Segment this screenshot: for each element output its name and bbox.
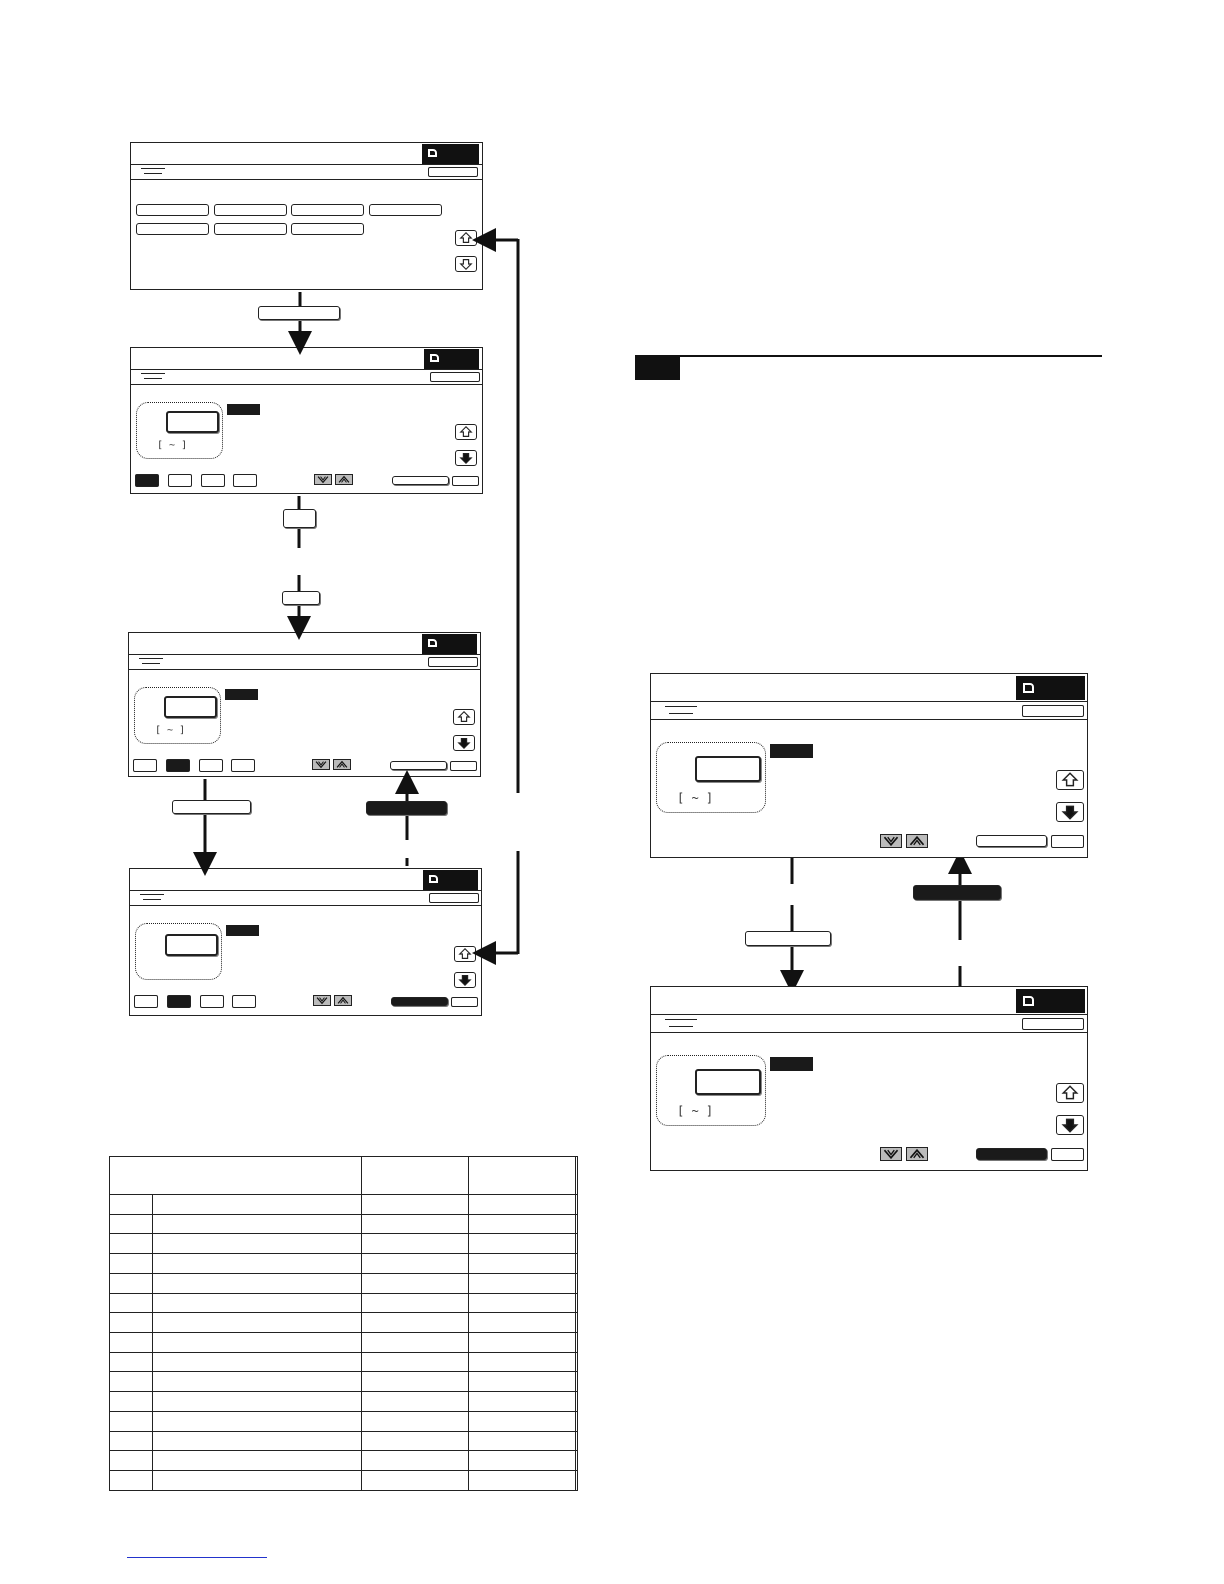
- table-row: [110, 1313, 578, 1333]
- table-header-cell: [110, 1157, 362, 1195]
- page-down-button[interactable]: [1056, 1115, 1084, 1135]
- table-row: [110, 1333, 578, 1353]
- table-row: [110, 1451, 578, 1471]
- execute-key-left[interactable]: [172, 800, 251, 814]
- table-header-cell: [362, 1157, 469, 1195]
- copy-icon: [1023, 683, 1034, 693]
- value-range: [ ~ ]: [157, 440, 188, 451]
- section-rule: [635, 355, 1102, 357]
- tab-icon[interactable]: [665, 1016, 697, 1032]
- increase-button[interactable]: [906, 1147, 928, 1161]
- select-key[interactable]: [258, 306, 340, 320]
- table-row: [110, 1273, 578, 1293]
- table-header-cell: [469, 1157, 576, 1195]
- data-table: [109, 1156, 578, 1491]
- table-row: [110, 1254, 578, 1274]
- ok-button[interactable]: [1051, 835, 1084, 848]
- table-row: [110, 1234, 578, 1254]
- back-button[interactable]: [1022, 705, 1084, 717]
- value-display[interactable]: [695, 1069, 761, 1095]
- table-header-cell: [576, 1157, 578, 1195]
- table-row: [110, 1214, 578, 1234]
- scroll-up-icon: [907, 835, 927, 847]
- scroll-down-icon: [881, 835, 901, 847]
- footer-link[interactable]: [127, 1557, 267, 1558]
- table-row: [110, 1372, 578, 1392]
- back-button[interactable]: [1022, 1018, 1084, 1030]
- table-row: [110, 1293, 578, 1313]
- table-row: [110, 1195, 578, 1215]
- increase-button[interactable]: [906, 834, 928, 848]
- down-arrow-icon: [1057, 1116, 1083, 1134]
- entry-screen-4: [650, 673, 1088, 858]
- value-range: [ ~ ]: [677, 1104, 714, 1118]
- set-button[interactable]: [976, 1148, 1047, 1160]
- mode-key-b[interactable]: [282, 591, 320, 605]
- page-down-button[interactable]: [1056, 802, 1084, 822]
- ok-button[interactable]: [1051, 1148, 1084, 1161]
- decrease-button[interactable]: [880, 834, 902, 848]
- section-tag: [635, 356, 680, 380]
- table-row: [110, 1411, 578, 1431]
- table-row: [110, 1392, 578, 1412]
- up-arrow-icon: [1057, 771, 1083, 789]
- mode-key-a[interactable]: [283, 509, 316, 528]
- value-range: [ ~ ]: [677, 791, 714, 805]
- execute-key-right[interactable]: [745, 931, 831, 946]
- scroll-up-icon: [907, 1148, 927, 1160]
- value-range: [ ~ ]: [155, 725, 186, 736]
- return-key-right[interactable]: [913, 885, 1001, 900]
- copy-mode-badge: [1016, 989, 1085, 1013]
- down-arrow-icon: [1057, 803, 1083, 821]
- entry-screen-5: [650, 986, 1088, 1171]
- table-row: [110, 1431, 578, 1451]
- table-row: [110, 1471, 578, 1491]
- page-up-button[interactable]: [1056, 770, 1084, 790]
- copy-icon: [1023, 996, 1034, 1006]
- up-arrow-icon: [1057, 1084, 1083, 1102]
- tab-icon[interactable]: [665, 703, 697, 719]
- decrease-button[interactable]: [880, 1147, 902, 1161]
- return-key-left[interactable]: [366, 801, 447, 815]
- item-label: [770, 744, 813, 758]
- value-display[interactable]: [695, 756, 761, 782]
- copy-mode-badge: [1016, 676, 1085, 700]
- scroll-down-icon: [881, 1148, 901, 1160]
- table-row: [110, 1352, 578, 1372]
- item-label: [770, 1057, 813, 1071]
- page-up-button[interactable]: [1056, 1083, 1084, 1103]
- set-button[interactable]: [976, 835, 1047, 847]
